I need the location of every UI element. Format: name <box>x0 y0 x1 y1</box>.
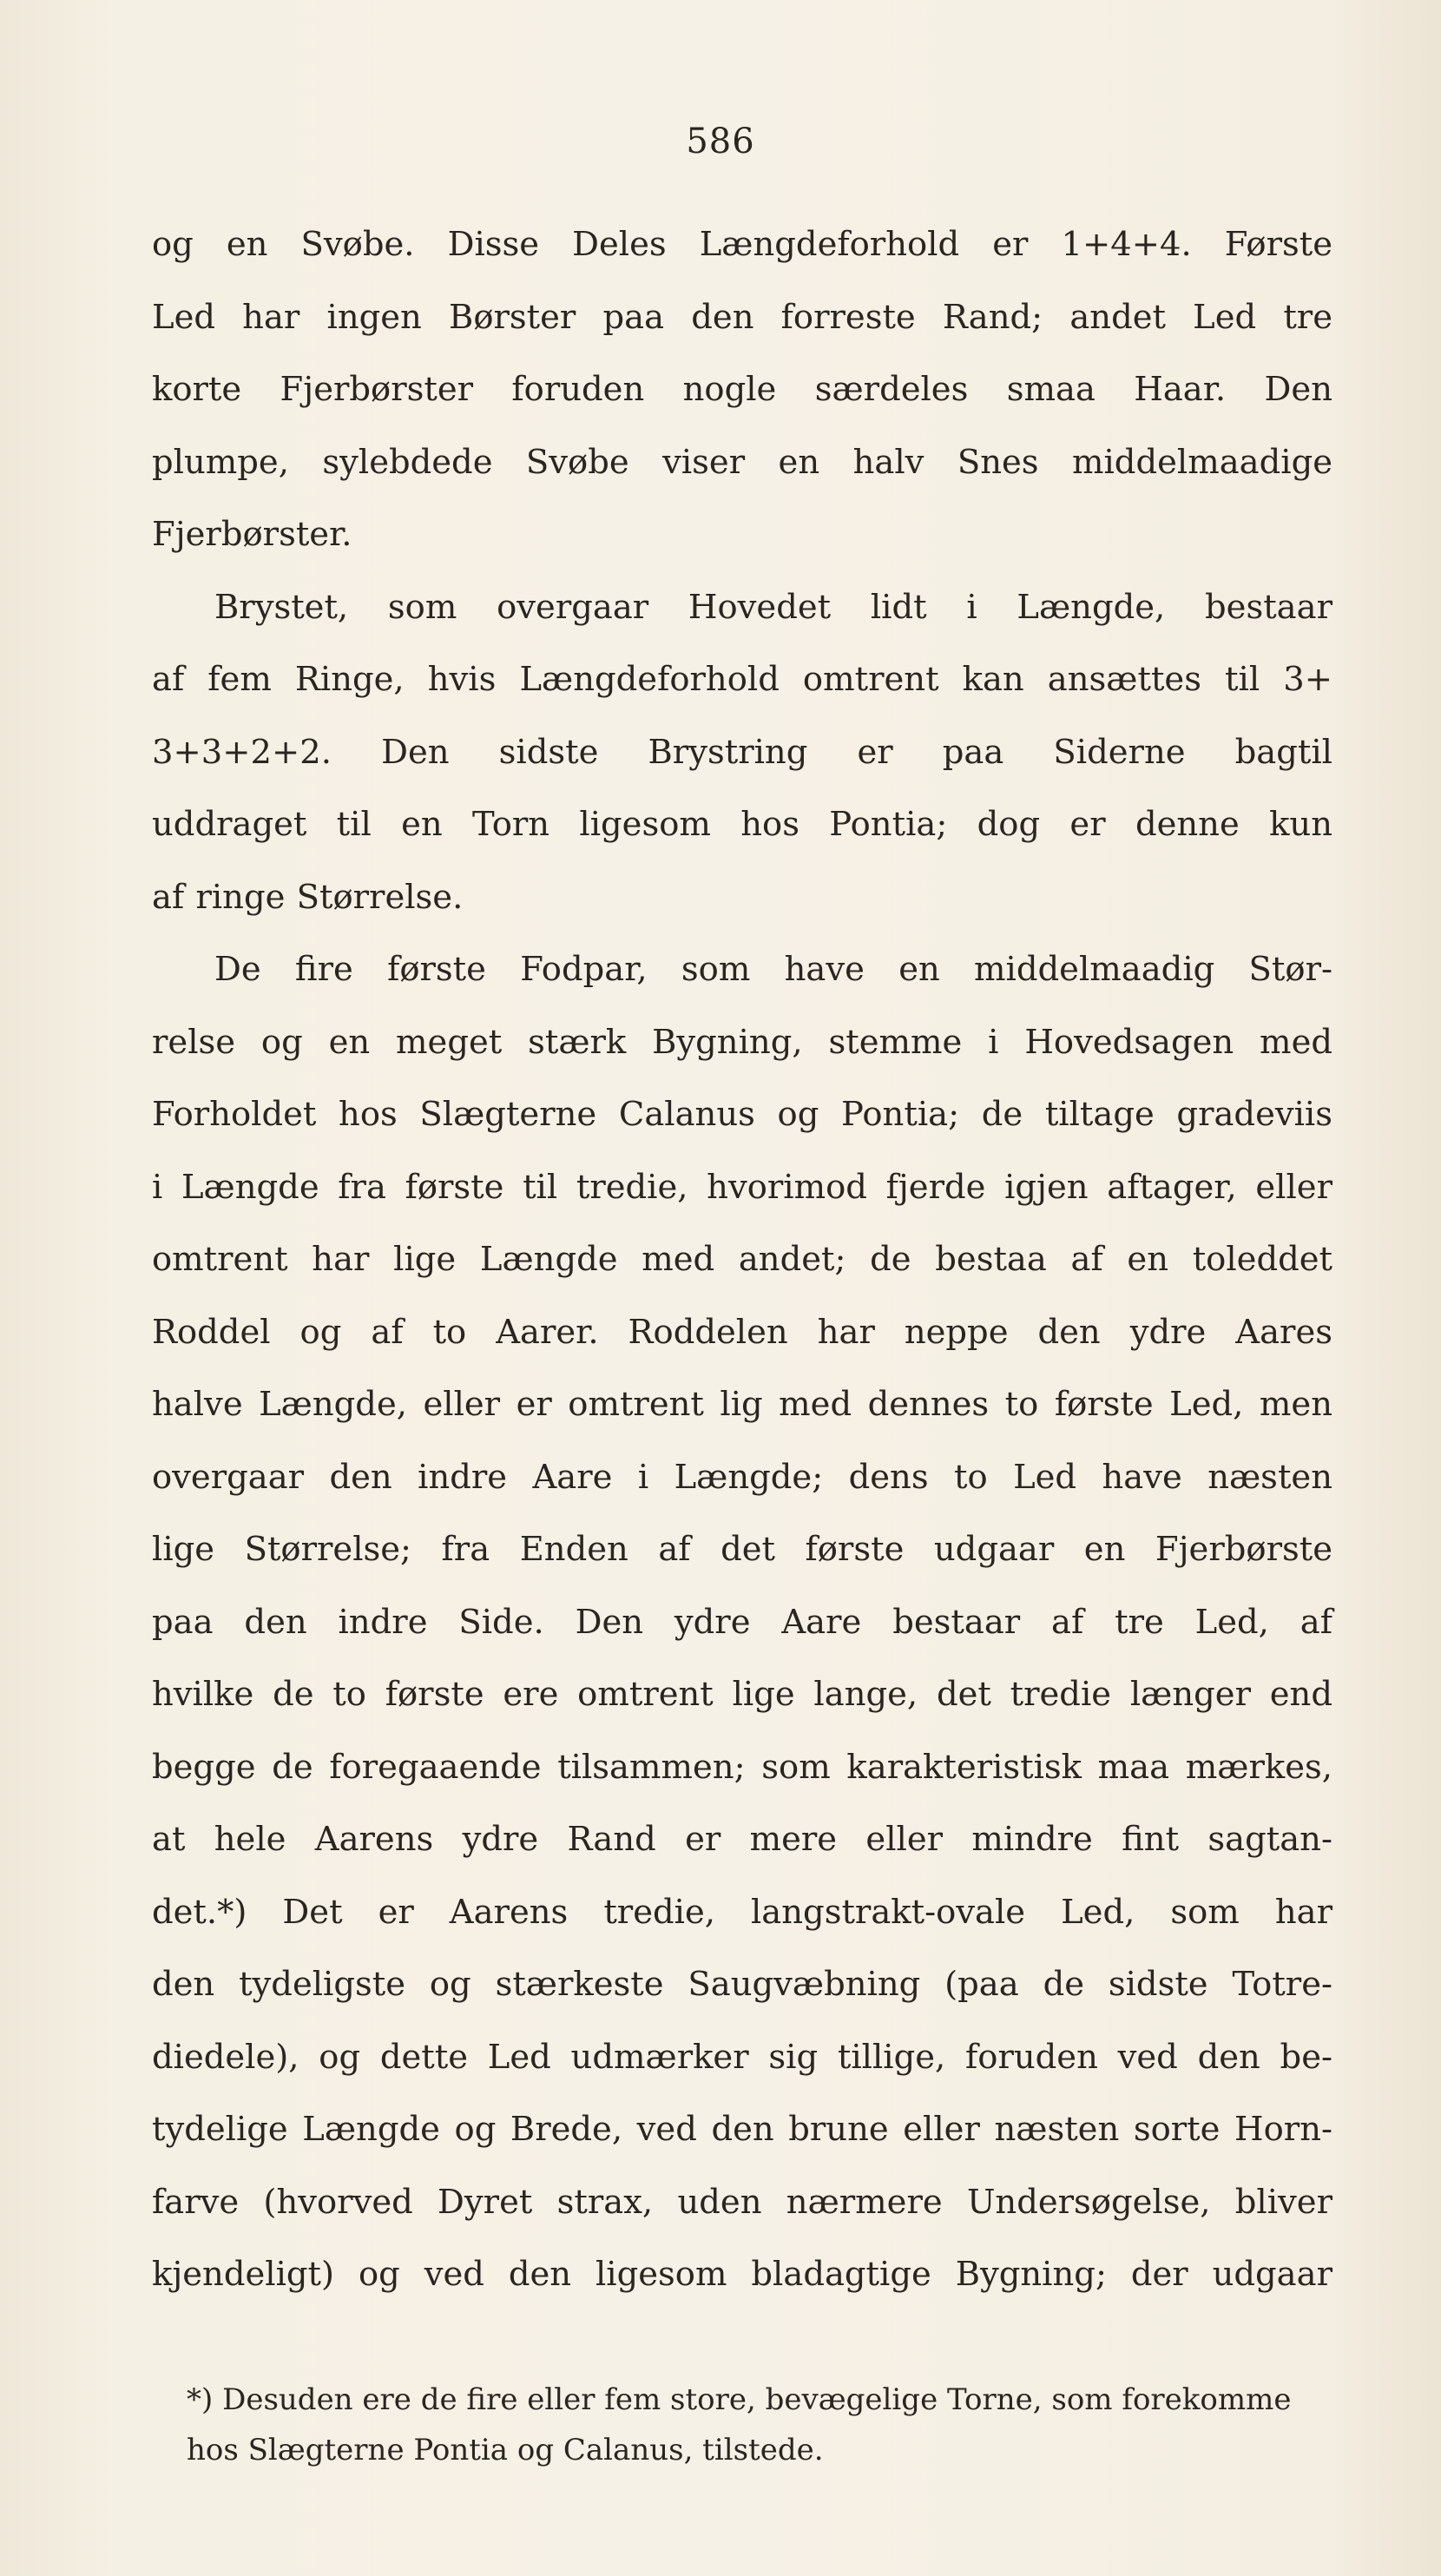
text-line: omtrent har lige Længde med andet; de bestaa af en toleddet <box>152 1240 1332 1279</box>
footnote-line: hos Slægterne Pontia og Calanus, tilstede. <box>187 2433 824 2467</box>
text-line: det.*) Det er Aarens tredie, langstrakt-ovale Led, som har <box>152 1892 1332 1932</box>
text-line: kjendeligt) og ved den ligesom bladagtige Bygning; der udgaar <box>152 2255 1332 2294</box>
paragraph-1 <box>152 208 1332 571</box>
text-line: halve Længde, eller er omtrent lig med dennes to første Led, men <box>152 1385 1332 1424</box>
text-line: diedele), og dette Led udmærker sig tillige, foruden ved den be- <box>152 2037 1332 2077</box>
text-line: overgaar den indre Aare i Længde; dens to Led have næsten <box>152 1457 1332 1497</box>
text-line: i Længde fra første til tredie, hvorimod fjerde igjen aftager, eller <box>152 1167 1332 1207</box>
text-line: hvilke de to første ere omtrent lige lange, det tredie længer end <box>152 1675 1332 1714</box>
text-line: den tydeligste og stærkeste Saugvæbning (paa de sidste Totre- <box>152 1965 1332 2004</box>
text-line: uddraget til en Torn ligesom hos Pontia; dog er denne kun <box>152 805 1332 844</box>
text-line: relse og en meget stærk Bygning, stemme i Hovedsagen med <box>152 1022 1332 1062</box>
text-line: lige Størrelse; fra Enden af det første udgaar en Fjerbørste <box>152 1530 1332 1569</box>
text-line: paa den indre Side. Den ydre Aare bestaar af tre Led, af <box>152 1602 1332 1642</box>
body-text <box>152 208 1332 2311</box>
text-line: Forholdet hos Slægterne Calanus og Pontia; de tiltage gradeviis <box>152 1095 1332 1134</box>
footnote-line: *) Desuden ere de fire eller fem store, bevægelige Torne, som forekomme <box>187 2382 1292 2417</box>
text-line: af ringe Størrelse. <box>152 877 464 917</box>
text-line: Fjerbørster. <box>152 515 352 554</box>
paragraph-2 <box>152 571 1332 934</box>
text-line: farve (hvorved Dyret strax, uden nærmere Undersøgelse, bliver <box>152 2182 1332 2222</box>
text-line: 3+3+2+2. Den sidste Brystring er paa Siderne bagtil <box>152 732 1332 772</box>
text-line: korte Fjerbørster foruden nogle særdeles smaa Haar. Den <box>152 370 1332 409</box>
text-line: af fem Ringe, hvis Længdeforhold omtrent kan ansættes til 3+ <box>152 660 1332 699</box>
paragraph-3 <box>152 933 1332 2311</box>
text-line: Roddel og af to Aarer. Roddelen har neppe den ydre Aares <box>152 1312 1332 1352</box>
text-line: plumpe, sylebdede Svøbe viser en halv Snes middelmaadige <box>152 442 1332 482</box>
text-line: og en Svøbe. Disse Deles Længdeforhold er 1+4+4. Første <box>152 225 1332 264</box>
text-line: at hele Aarens ydre Rand er mere eller mindre fint sagtan- <box>152 1820 1332 1859</box>
text-line: Brystet, som overgaar Hovedet lidt i Længde, bestaar <box>214 587 1332 627</box>
text-line: tydelige Længde og Brede, ved den brune eller næsten sorte Horn- <box>152 2110 1332 2149</box>
text-line: begge de foregaaende tilsammen; som karakteristisk maa mærkes, <box>152 1747 1332 1787</box>
text-line: Led har ingen Børster paa den forreste Rand; andet Led tre <box>152 297 1332 337</box>
text-line: De fire første Fodpar, som have en middelmaadig Stør- <box>214 950 1332 989</box>
footnote <box>187 2375 1292 2475</box>
page-number: 586 <box>686 122 755 161</box>
